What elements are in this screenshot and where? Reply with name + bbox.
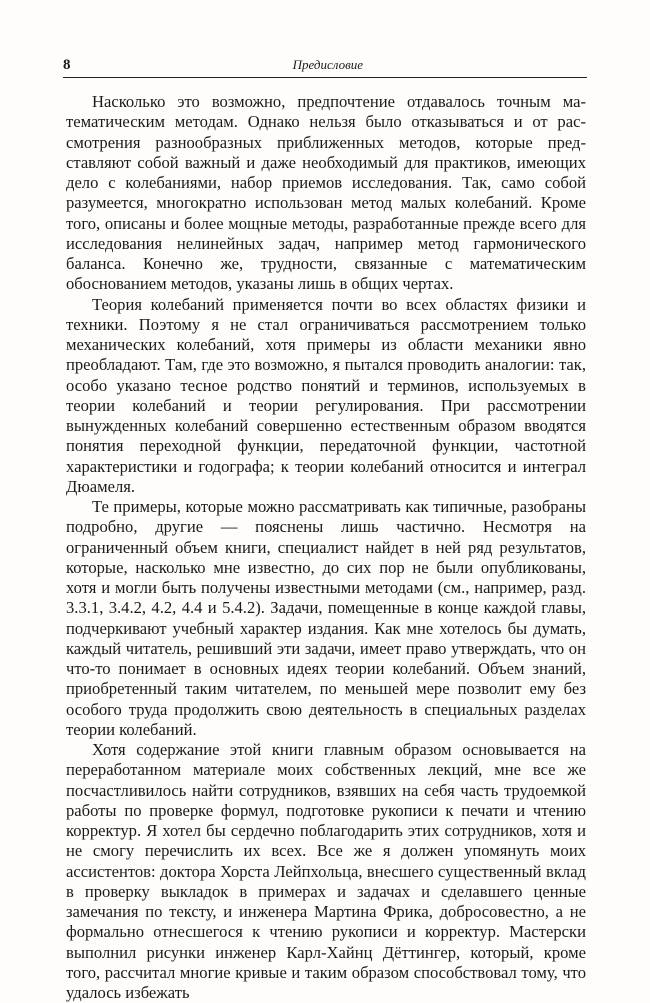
body-text <box>66 92 586 1003</box>
paragraph-3: Те примеры, которые можно рассматривать как типичные, разобраны подробно, другие — пояснены лишь частично. Несмотря на ограниченный объем книги, специалист найдет в ней ряд результатов, которые, насколько мне известно, до сих пор не были опубликованы, хотя и могли быть получены известными методами (см., например, разд. 3.3.1, 3.4.2, 4.2, 4.4 и 5.4.2). Задачи, помещенные в конце каждой главы, подчеркивают учебный характер издания. Как мне хотелось бы думать, каждый читатель, решивший эти задачи, имеет право утверждать, что он что-то понимает в основных идеях теории колебаний. Объем знаний, приобретенный таким читателем, по меньшей мере позволит ему без особого труда продолжить свою деятельность в специальных разделах теории колебаний. <box>66 497 586 739</box>
header-rule <box>63 77 587 78</box>
paragraph-1: Насколько это возможно, предпочтение отдавалось точным математическим методам. Однако нельзя было отказываться и от рассмотрения разнообразных приближенных методов, которые представляют собой важный и даже необходимый для практиков, имеющих дело с колебаниями, набор приемов исследования. Так, само собой разумеется, многократно использован метод малых колебаний. Кроме того, описаны и более мощные методы, разработанные прежде всего для исследования нелинейных задач, например метод гармонического баланса. Конечно же, трудности, связанные с математическим обоснованием методов, указаны лишь в общих чертах. <box>66 92 586 294</box>
paragraph-4: Хотя содержание этой книги главным образом основывается на переработанном материале моих собственных лекций, мне все же посчастливилось найти сотрудников, взявших на себя часть трудоемкой работы по проверке формул, подготовке рукописи к печати и чтению корректур. Я хотел бы сердечно поблагодарить этих сотрудников, хотя и не смогу перечислить их всех. Все же я должен упомянуть моих ассистентов: доктора Хорста Лейпхольца, внесшего существенный вклад в проверку выкладок в примерах и задачах и сделавшего ценные замечания по тексту, и инженера Мартина Фрика, добросовестно, а не формально отнесшегося к чтению рукописи и корректур. Мастерски выполнил рисунки инженер Карл-Хайнц Дёттингер, который, кроме того, рассчитал многие кривые и таким образом способствовал тому, что удалось избежать <box>66 740 586 1002</box>
page-number: 8 <box>63 57 71 73</box>
running-title: Предисловие <box>292 57 363 72</box>
running-head <box>63 55 587 75</box>
paragraph-2: Теория колебаний применяется почти во всех областях физики и техники. Поэтому я не стал ограничиваться рассмотрением только механических колебаний, хотя примеры из области механики явно преобладают. Там, где это возможно, я пытался проводить аналогии: так, особо указано тесное родство понятий и терминов, используемых в теории колебаний и теории регулирования. При рассмотрении вынужденных колебаний совершенно естественным образом вводятся понятия переходной функции, передаточной функции, частотной характеристики и годографа; к теории колебаний относится и интеграл Дюамеля. <box>66 294 586 496</box>
